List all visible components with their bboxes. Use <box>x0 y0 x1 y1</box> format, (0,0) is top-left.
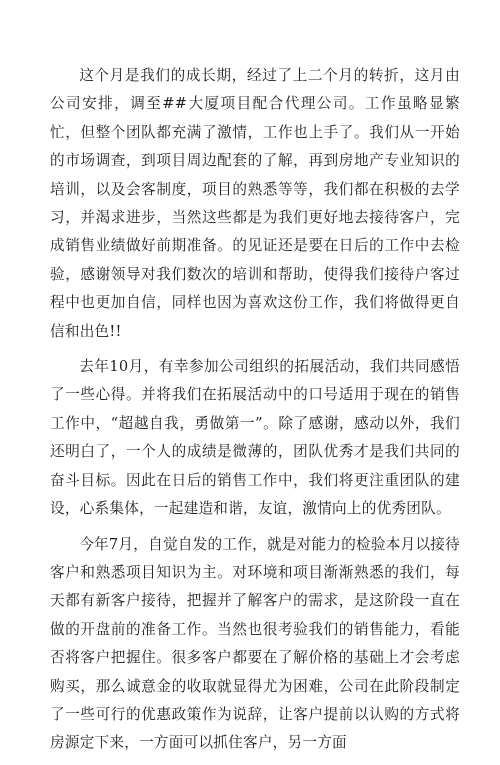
paragraph-team-building: 去年10月，有幸参加公司组织的拓展活动，我们共同感悟了一些心得。并将我们在拓展活动中的口号适用于现在的销售工作中，“超越自我，勇做第一”。除了感谢，感动以外，我们还明白了，一个人的成绩是微薄的，团队优秀才是我们共同的奋斗目标。因此在日后的销售工作中，我们将更注重团队的建设，心系集体，一起建造和谐，友谊，激情向上的优秀团队。 <box>50 358 460 518</box>
paragraph-customer-reception: 今年7月，自觉自发的工作，就是对能力的检验本月以接待客户和熟悉项目知识为主。对环境和项目渐渐熟悉的我们，每天都有新客户接待，把握并了解客户的需求，是这阶段一直在做的开盘前的准备工作。当然也很考验我们的销售能力，看能否将客户把握住。很多客户都要在了解价格的基础上才会考虑购买，那么诚意金的收取就显得尤为困难，公司在此阶段制定了一些可行的优惠政策作为说辞，让客户提前以认购的方式将房源定下来，一方面可以抓住客户，另一方面 <box>50 535 460 752</box>
document-body <box>50 62 460 765</box>
paragraph-growth-period: 这个月是我们的成长期，经过了上二个月的转折，这月由公司安排，调至##大厦项目配合代理公司。工作虽略显繁忙，但整个团队都充满了激情，工作也上手了。我们从一开始的市场调查，到项目周边配套的了解，再到房地产专业知识的培训，以及会客制度，项目的熟悉等等，我们都在积极的去学习，并渴求进步，当然这些都是为我们更好地去接待客户，完成销售业绩做好前期准备。的见证还是要在日后的工作中去检验，感谢领导对我们数次的培训和帮助，使得我们接待户客过程中也更加自信，同样也因为喜欢这份工作，我们将做得更自信和出色!! <box>50 67 460 340</box>
